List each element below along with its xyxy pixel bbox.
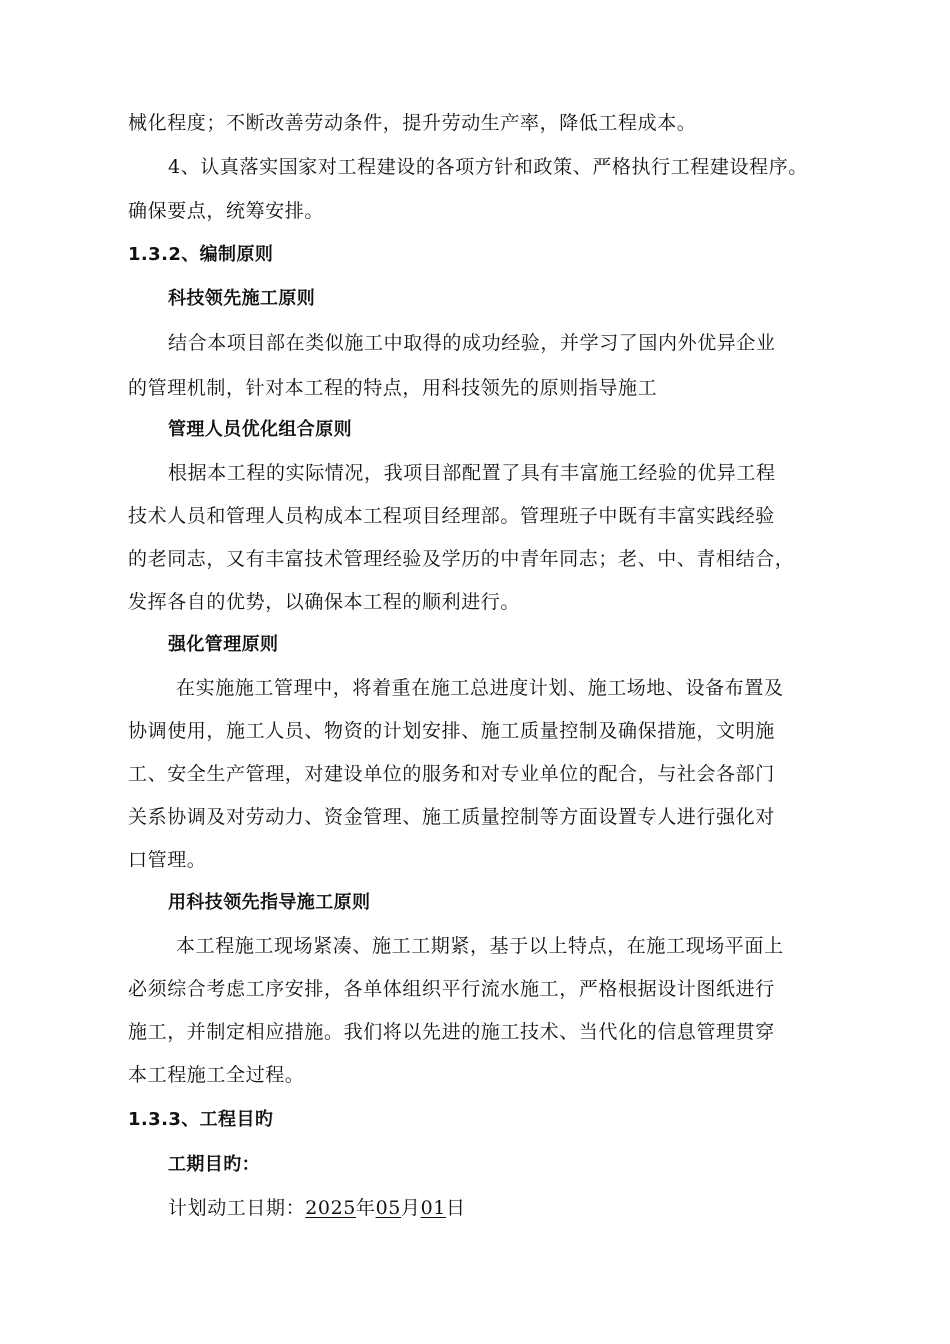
paragraph-line: 必须综合考虑工序安排，各单体组织平行流水施工，严格根据设计图纸进行 [128,978,775,1000]
paragraph-line: 械化程度；不断改善劳动条件，提升劳动生产率，降低工程成本。 [128,112,697,134]
paragraph-line: 口管理。 [128,849,207,871]
paragraph-line: 的老同志，又有丰富技术管理经验及学历的中青年同志；老、中、青相结合， [128,548,795,570]
paragraph-line: 技术人员和管理人员构成本工程项目经理部。管理班子中既有丰富实践经验 [128,505,775,527]
paragraph-line: 施工，并制定相应措施。我们将以先进的施工技术、当代化的信息管理贯穿 [128,1021,775,1043]
paragraph-line: 本工程施工全过程。 [128,1064,305,1086]
paragraph-line: 工、安全生产管理，对建设单位的服务和对专业单位的配合，与社会各部门 [128,763,775,785]
start-year: 2025 [305,1197,356,1219]
start-day: 01 [420,1197,446,1219]
subheading: 工期目旳： [168,1154,260,1175]
paragraph-line: 根据本工程的实际情况，我项目部配置了具有丰富施工经验的优异工程 [168,462,776,484]
paragraph-line: 协调使用，施工人员、物资的计划安排、施工质量控制及确保措施，文明施 [128,720,775,742]
paragraph-line: 4、认真落实国家对工程建设的各项方针和政策、严格执行工程建设程序。 [168,156,808,178]
paragraph-line: 在实施施工管理中，将着重在施工总进度计划、施工场地、设备布置及 [176,677,784,699]
paragraph-line: 的管理机制，针对本工程的特点，用科技领先的原则指导施工 [128,377,658,399]
paragraph-line: 结合本项目部在类似施工中取得的成功经验，并学习了国内外优异企业 [168,332,776,354]
paragraph-line: 确保要点，统筹安排。 [128,200,325,222]
paragraph-line: 本工程施工现场紧凑、施工工期紧，基于以上特点，在施工现场平面上 [176,935,784,957]
start-month: 05 [375,1197,401,1219]
planned-start-date-line [168,1195,466,1221]
section-heading: 1.3.3、工程目旳 [128,1109,274,1130]
day-unit: 日 [445,1197,466,1219]
paragraph-line: 发挥各自的优势，以确保本工程的顺利进行。 [128,591,521,613]
section-heading: 1.3.2、编制原则 [128,244,274,265]
start-date-label: 计划动工日期： [168,1197,306,1219]
subheading: 管理人员优化组合原则 [168,419,352,440]
year-unit: 年 [355,1197,376,1219]
paragraph-line: 关系协调及对劳动力、资金管理、施工质量控制等方面设置专人进行强化对 [128,806,775,828]
subheading: 用科技领先指导施工原则 [168,892,371,913]
month-unit: 月 [400,1197,421,1219]
subheading: 科技领先施工原则 [168,288,316,309]
subheading: 强化管理原则 [168,634,279,655]
